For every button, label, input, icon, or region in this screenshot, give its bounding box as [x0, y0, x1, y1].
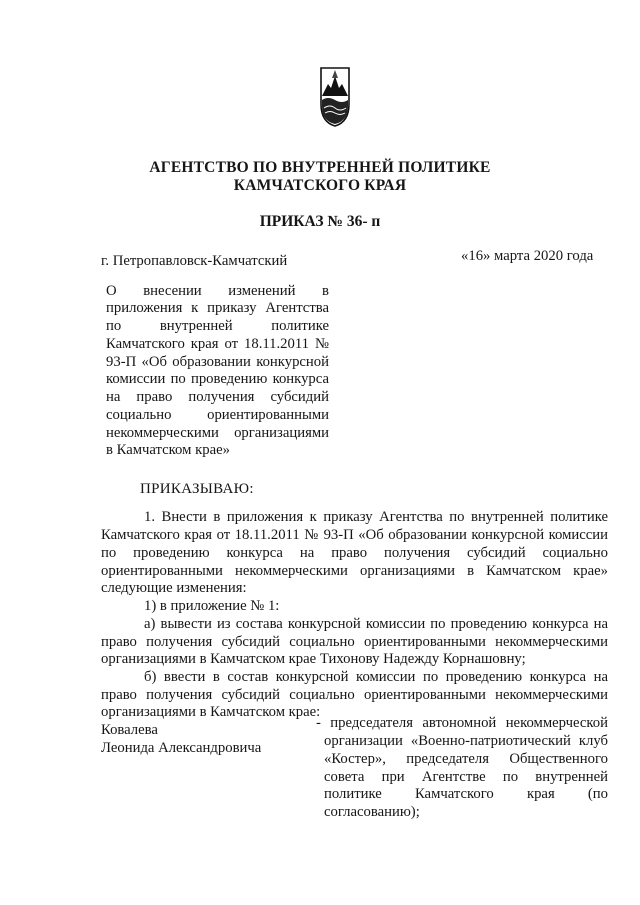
subject-line: некоммерческими организациями: [106, 425, 329, 441]
subject-line: социально ориентированными: [106, 407, 329, 423]
body-line: организациями в Камчатском крае:: [101, 704, 321, 720]
order-number: ПРИКАЗ № 36- п: [259, 213, 381, 230]
body-line: Камчатского края от 18.11.2011 № 93-П «Об образовании конкурсной комиссии: [101, 527, 608, 543]
body-line: по проведению конкурса на право получения субсидий социально: [101, 545, 608, 561]
subject-line: О внесении изменений в: [106, 283, 329, 299]
body-line: право получения субсидий социально ориентированными некоммерческими: [101, 634, 608, 650]
subject-line: по внутренней политике: [106, 318, 329, 334]
body-line: б) ввести в состав конкурсной комиссии по проведению конкурса на: [144, 669, 608, 685]
member-role-line: - председателя автономной некоммерческой: [316, 715, 608, 731]
agency-name-line2: КАМЧАТСКОГО КРАЯ: [233, 177, 407, 194]
body-line: 1. Внести в приложения к приказу Агентства по внутренней политике: [144, 509, 608, 525]
member-given-names: Леонида Александровича: [101, 740, 262, 756]
body-line: 1) в приложение № 1:: [144, 598, 280, 614]
member-surname: Ковалева: [101, 722, 158, 738]
body-line: право получения субсидий социально ориентированными некоммерческими: [101, 687, 608, 703]
member-role-line: «Костер», председателя Общественного: [324, 751, 608, 767]
subject-line: в Камчатском крае»: [106, 442, 230, 458]
member-role-line: согласованию);: [324, 804, 420, 820]
subject-line: комиссии по проведению конкурса: [106, 371, 329, 387]
order-word: ПРИКАЗЫВАЮ:: [140, 481, 254, 497]
member-role-line: политике Камчатского края (по: [324, 786, 608, 802]
body-line: а) вывести из состава конкурсной комиссии по проведению конкурса на: [144, 616, 608, 632]
subject-line: Камчатского края от 18.11.2011 №: [106, 336, 329, 352]
subject-line: на право получения субсидий: [106, 389, 329, 405]
agency-name-line1: АГЕНТСТВО ПО ВНУТРЕННЕЙ ПОЛИТИКЕ: [149, 159, 491, 176]
body-line: организациями в Камчатском крае Тихонову Надежду Корнашовну;: [101, 651, 526, 667]
kamchatka-coat-of-arms-emblem: [318, 66, 352, 128]
place: г. Петропавловск-Камчатский: [101, 253, 288, 269]
body-line: следующие изменения:: [101, 580, 247, 596]
body-line: ориентированными некоммерческими организациями в Камчатском крае»: [101, 563, 608, 579]
date: «16» марта 2020 года: [461, 248, 594, 264]
subject-line: 93-П «Об образовании конкурсной: [106, 354, 329, 370]
member-role-line: организации «Военно-патриотический клуб: [324, 733, 608, 749]
subject-line: приложения к приказу Агентства: [106, 300, 329, 316]
member-role-line: совета при Агентстве по внутренней: [324, 769, 608, 785]
